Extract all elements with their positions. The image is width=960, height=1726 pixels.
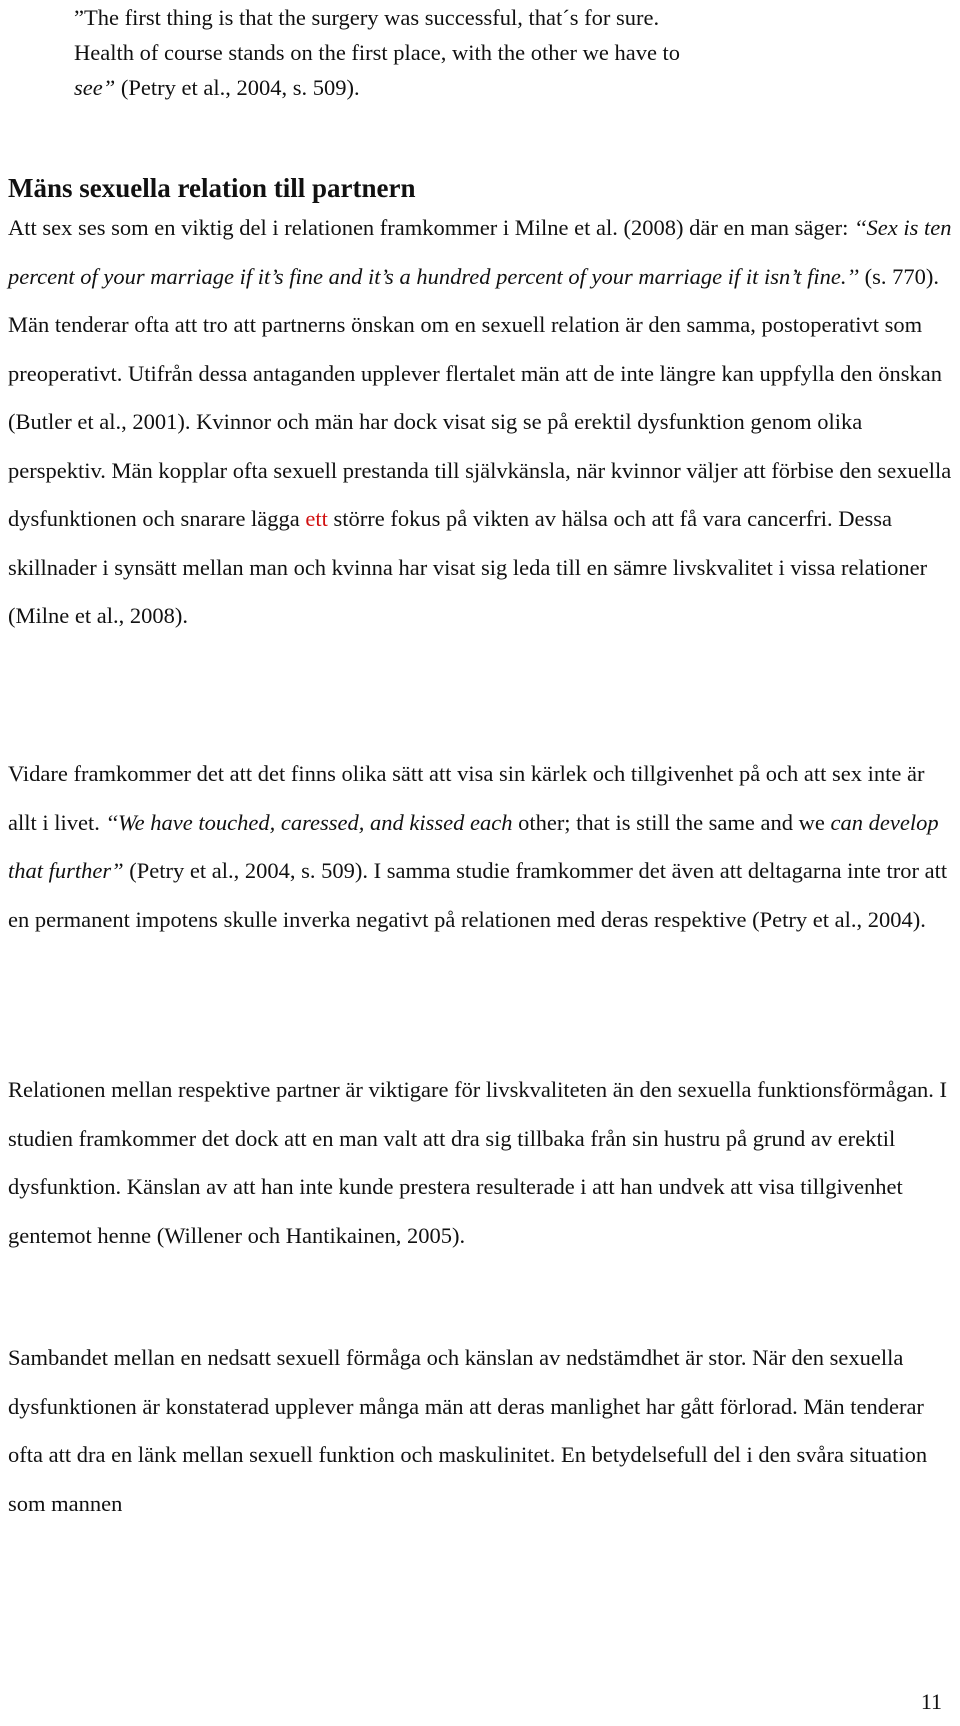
quote-line xyxy=(74,0,894,35)
paragraph-2 xyxy=(8,750,953,944)
paragraph-text: (Petry et al., 2004, s. 509). I samma studie framkommer det även att deltagarna inte tror att en permanent impotens skulle inverka negativt på relationen med deras respektive (Petry et al., 2004). xyxy=(8,858,948,932)
paragraph-3: Relationen mellan respektive partner är viktigare för livskvaliteten än den sexuella funktionsförmågan. I studien framkommer det dock att en man valt att dra sig tillbaka från sin hustru på grund av erektil dysfunktion. Känslan av att han inte kunde prestera resulterade i att han undvek att visa tillgivenhet gentemot henne (Willener och Hantikainen, 2005). xyxy=(8,1077,948,1248)
italic-quote: ‘‘We have touched, caressed, and kissed each xyxy=(105,809,513,835)
quote-line xyxy=(74,35,894,70)
paragraph-text: Att sex ses som en viktig del i relationen framkommer i Milne et al. (2008) där en man säger: xyxy=(8,215,855,240)
paragraph-1 xyxy=(8,204,953,641)
quote-line xyxy=(74,70,894,105)
paragraph-text: other; that is still the same and we xyxy=(512,809,831,835)
paragraph-text: större fokus på vikten av hälsa och att få vara cancerfri. Dessa skillnader i synsätt mellan man och kvinna har visat sig leda till en sämre livskvalitet i vissa relationer (Milne et al., 2008). xyxy=(8,506,928,628)
highlighted-word: ett xyxy=(305,506,328,531)
italic-quote: can develop that further” xyxy=(8,809,939,883)
quote-citation: (Petry et al., 2004, s. 509). xyxy=(115,75,360,100)
paragraph-text: Vidare framkommer det att det finns olika sätt att visa sin kärlek och tillgivenhet på och att sex inte är allt i livet. xyxy=(8,761,925,835)
block-quote xyxy=(74,0,894,105)
quote-italic-text: see” xyxy=(74,75,116,100)
page-number: 11 xyxy=(920,1689,942,1714)
quote-text: Health of course stands on the first place, with the other we have to xyxy=(74,40,681,65)
section-heading: Mäns sexuella relation till partnern xyxy=(8,173,416,203)
paragraph-text: (s. 770). Män tenderar ofta att tro att partnerns önskan om en sexuell relation är den samma, postoperativt som preoperativt. Utifrån dessa antaganden upplever flertalet män att de inte längre kan uppfylla den önskan (Butler et al., 2001). Kvinnor och män har dock visat sig se på erektil dysfunktion genom olika perspektiv. Män kopplar ofta sexuell prestanda till självkänsla, när kvinnor väljer att förbise den sexuella dysfunktionen och snarare lägga xyxy=(8,263,952,531)
paragraph-4: Sambandet mellan en nedsatt sexuell förmåga och känslan av nedstämdhet är stor. När den sexuella dysfunktionen är konstaterad upplever många män att deras manlighet har gått förlorad. Män tenderar ofta att dra en länk mellan sexuell funktion och maskulinitet. En betydelsefull del i den svåra situation som mannen xyxy=(8,1345,928,1516)
italic-quote: ‘‘Sex is ten percent of your marriage if it’s fine and it’s a hundred percent of your marriage if it isn’t fine.’’ xyxy=(8,215,952,289)
quote-text: ”The first thing is that the surgery was successful, that´s for sure. xyxy=(74,5,660,30)
